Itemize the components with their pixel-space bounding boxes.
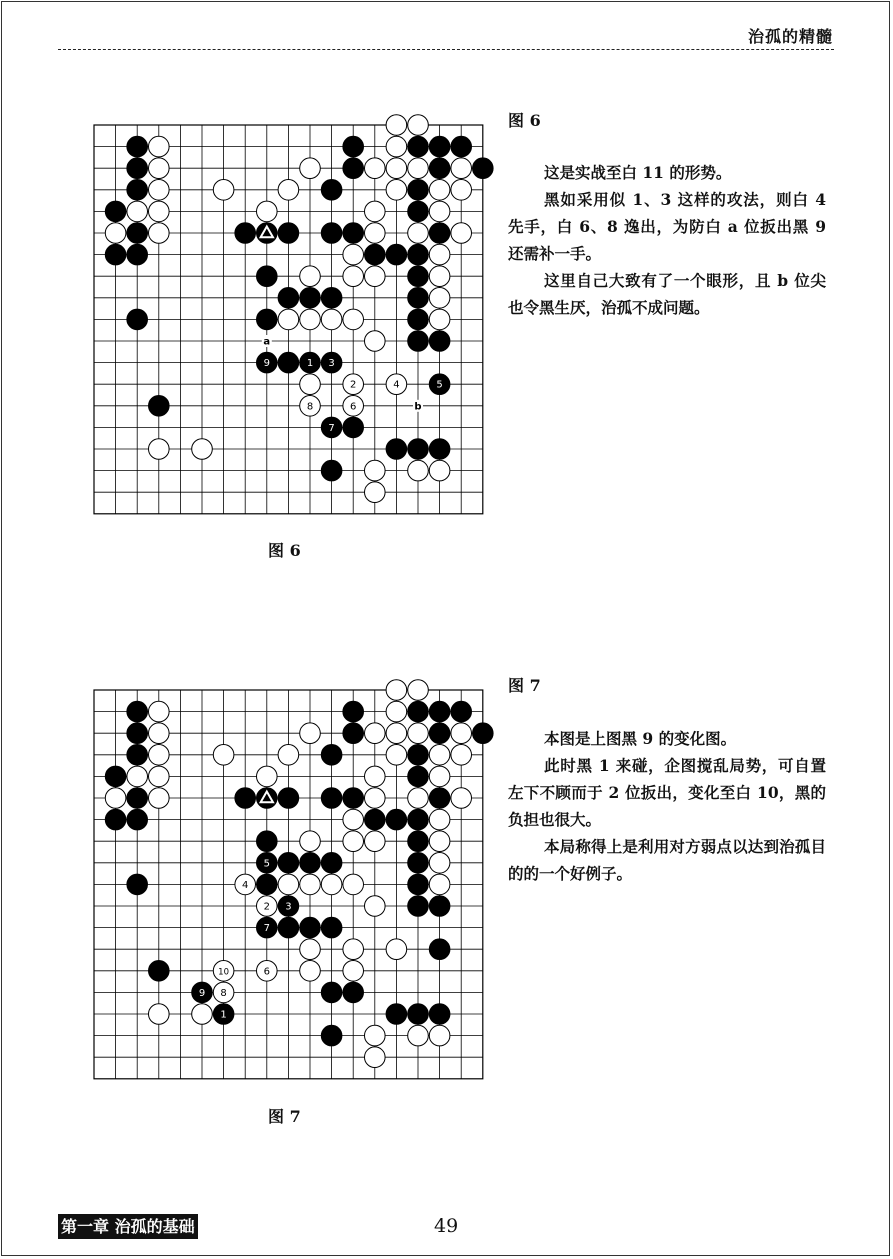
black-stone <box>278 917 299 938</box>
white-stone <box>235 874 256 895</box>
black-stone <box>127 223 148 244</box>
black-stone <box>473 158 494 179</box>
black-stone <box>149 396 170 417</box>
black-stone <box>408 766 429 787</box>
white-stone <box>365 1025 386 1046</box>
move-number: 5 <box>263 858 270 870</box>
go-board-svg <box>93 689 483 1079</box>
white-stone <box>127 766 148 787</box>
white-stone <box>149 201 170 222</box>
white-stone <box>278 309 299 330</box>
header-rule <box>58 49 834 50</box>
figure-6-title: 图 6 <box>508 111 541 130</box>
move-number: 4 <box>393 379 400 391</box>
black-stone <box>321 1025 342 1046</box>
figure-7-paragraph: 本局称得上是利用对方弱点以达到治孤目的的一个好例子。 <box>508 837 826 883</box>
white-stone <box>408 788 429 809</box>
chapter-label: 第一章 治孤的基础 <box>58 1214 198 1239</box>
black-stone <box>429 158 450 179</box>
black-stone <box>343 723 364 744</box>
white-stone <box>127 201 148 222</box>
black-stone <box>105 766 126 787</box>
black-stone <box>429 788 450 809</box>
move-number: 3 <box>328 358 335 370</box>
white-stone <box>343 266 364 287</box>
white-stone <box>278 874 299 895</box>
black-stone <box>127 701 148 722</box>
white-stone <box>278 180 299 201</box>
white-stone <box>343 874 364 895</box>
white-stone <box>192 1004 213 1025</box>
black-stone <box>321 352 342 373</box>
white-stone <box>365 331 386 352</box>
white-stone <box>429 809 450 830</box>
white-stone <box>278 745 299 766</box>
move-number: 1 <box>220 1009 227 1021</box>
black-stone <box>408 896 429 917</box>
white-stone <box>429 1025 450 1046</box>
black-stone <box>408 853 429 874</box>
white-stone <box>343 939 364 960</box>
white-stone <box>300 266 321 287</box>
white-stone <box>149 788 170 809</box>
white-stone <box>386 374 407 395</box>
black-stone <box>105 201 126 222</box>
black-stone <box>278 788 299 809</box>
figure-7-caption: 图 7 <box>268 1107 301 1126</box>
black-stone <box>257 853 278 874</box>
black-stone <box>257 352 278 373</box>
white-stone <box>213 961 234 982</box>
black-stone <box>192 982 213 1003</box>
go-board-figure-7 <box>93 689 483 1079</box>
black-stone <box>451 701 472 722</box>
white-stone <box>343 961 364 982</box>
white-stone <box>300 939 321 960</box>
black-stone <box>127 788 148 809</box>
black-stone <box>408 136 429 157</box>
black-stone <box>257 309 278 330</box>
black-stone <box>343 158 364 179</box>
move-number: 1 <box>306 358 314 370</box>
white-stone <box>386 158 407 179</box>
black-stone <box>321 288 342 309</box>
white-stone <box>408 1025 429 1046</box>
white-stone <box>408 680 429 701</box>
black-stone <box>408 745 429 766</box>
black-stone <box>429 939 450 960</box>
black-stone <box>429 136 450 157</box>
white-stone <box>408 115 429 136</box>
black-stone <box>235 788 256 809</box>
white-stone <box>365 831 386 852</box>
black-stone <box>343 136 364 157</box>
white-stone <box>343 396 364 417</box>
figure-7-text <box>508 725 826 887</box>
black-stone <box>408 309 429 330</box>
black-stone <box>473 723 494 744</box>
black-stone <box>300 352 321 373</box>
white-stone <box>429 853 450 874</box>
white-stone <box>451 788 472 809</box>
white-stone <box>300 158 321 179</box>
black-stone <box>300 917 321 938</box>
white-stone <box>213 982 234 1003</box>
move-number: 9 <box>263 358 270 370</box>
black-stone <box>127 809 148 830</box>
white-stone <box>365 723 386 744</box>
black-stone <box>365 809 386 830</box>
black-stone <box>127 244 148 265</box>
white-stone <box>451 223 472 244</box>
white-stone <box>149 701 170 722</box>
white-stone <box>300 374 321 395</box>
black-stone <box>127 745 148 766</box>
white-stone <box>365 223 386 244</box>
move-number: 7 <box>328 422 335 434</box>
black-stone <box>257 266 278 287</box>
white-stone <box>149 223 170 244</box>
white-stone <box>386 680 407 701</box>
white-stone <box>343 244 364 265</box>
black-stone <box>343 701 364 722</box>
black-stone <box>278 896 299 917</box>
white-stone <box>429 766 450 787</box>
black-stone <box>343 417 364 438</box>
white-stone <box>343 809 364 830</box>
move-number: 2 <box>350 379 357 391</box>
black-stone <box>278 288 299 309</box>
black-stone <box>321 180 342 201</box>
black-stone <box>127 158 148 179</box>
move-number: 4 <box>242 879 249 891</box>
white-stone <box>451 723 472 744</box>
move-number: 7 <box>263 923 270 935</box>
black-stone <box>321 460 342 481</box>
black-stone <box>321 417 342 438</box>
white-stone <box>429 266 450 287</box>
white-stone <box>408 460 429 481</box>
white-stone <box>365 788 386 809</box>
black-stone <box>408 331 429 352</box>
go-board-svg <box>93 124 483 514</box>
black-stone <box>429 439 450 460</box>
white-stone <box>408 223 429 244</box>
move-number: 8 <box>306 401 314 413</box>
black-stone <box>321 223 342 244</box>
point-letter-b: b <box>414 401 422 413</box>
white-stone <box>213 180 234 201</box>
white-stone <box>386 115 407 136</box>
white-stone <box>257 766 278 787</box>
black-stone <box>300 288 321 309</box>
black-stone <box>408 439 429 460</box>
white-stone <box>149 180 170 201</box>
black-stone <box>278 853 299 874</box>
white-stone <box>429 201 450 222</box>
white-stone <box>300 396 321 417</box>
white-stone <box>192 439 213 460</box>
white-stone <box>429 180 450 201</box>
black-stone <box>321 745 342 766</box>
figure-6-paragraph: 这里自己大致有了一个眼形，且 b 位尖也令黑生厌，治孤不成问题。 <box>508 271 826 317</box>
white-stone <box>429 831 450 852</box>
black-stone <box>386 439 407 460</box>
white-stone <box>300 831 321 852</box>
white-stone <box>365 896 386 917</box>
black-stone <box>105 809 126 830</box>
black-stone <box>408 201 429 222</box>
white-stone <box>105 223 126 244</box>
black-stone <box>127 180 148 201</box>
white-stone <box>257 201 278 222</box>
black-stone <box>429 223 450 244</box>
white-stone <box>365 266 386 287</box>
white-stone <box>321 874 342 895</box>
point-letter-a: a <box>263 336 271 348</box>
running-head: 治孤的精髓 <box>747 27 833 46</box>
white-stone <box>149 158 170 179</box>
white-stone <box>365 766 386 787</box>
black-stone <box>408 288 429 309</box>
white-stone <box>149 1004 170 1025</box>
figure-6-text <box>508 159 826 321</box>
black-stone <box>408 180 429 201</box>
black-stone <box>300 853 321 874</box>
white-stone <box>451 180 472 201</box>
white-stone <box>300 874 321 895</box>
white-stone <box>429 244 450 265</box>
black-stone <box>127 309 148 330</box>
white-stone <box>257 961 278 982</box>
white-stone <box>386 701 407 722</box>
white-stone <box>149 723 170 744</box>
figure-6-caption: 图 6 <box>268 541 301 560</box>
black-stone <box>429 896 450 917</box>
white-stone <box>365 482 386 503</box>
black-stone <box>451 136 472 157</box>
black-stone <box>127 723 148 744</box>
black-stone <box>149 961 170 982</box>
black-stone <box>343 982 364 1003</box>
move-number: 2 <box>263 901 270 913</box>
white-stone <box>343 831 364 852</box>
white-stone <box>213 745 234 766</box>
black-stone <box>429 374 450 395</box>
black-stone <box>429 331 450 352</box>
figure-7-paragraph: 此时黑 1 来碰，企图搅乱局势，可自置左下不顾而于 2 位扳出，变化至白 10，黑的负担也很大。 <box>508 756 826 829</box>
white-stone <box>105 788 126 809</box>
black-stone <box>321 982 342 1003</box>
move-number: 3 <box>285 901 292 913</box>
black-stone <box>365 244 386 265</box>
go-board-figure-6 <box>93 124 483 514</box>
white-stone <box>451 158 472 179</box>
black-stone <box>386 1004 407 1025</box>
white-stone <box>149 745 170 766</box>
black-stone <box>429 701 450 722</box>
white-stone <box>149 766 170 787</box>
black-stone <box>257 831 278 852</box>
figure-6-paragraph: 这是实战至白 11 的形势。 <box>544 163 732 182</box>
black-stone <box>213 1004 234 1025</box>
figure-7-paragraph: 本图是上图黑 9 的变化图。 <box>544 729 737 748</box>
black-stone <box>321 788 342 809</box>
black-stone <box>408 874 429 895</box>
white-stone <box>300 961 321 982</box>
white-stone <box>343 309 364 330</box>
figure-7-title: 图 7 <box>508 676 541 695</box>
black-stone <box>408 1004 429 1025</box>
black-stone <box>257 917 278 938</box>
black-stone <box>386 244 407 265</box>
white-stone <box>451 745 472 766</box>
black-stone <box>343 223 364 244</box>
white-stone <box>300 723 321 744</box>
black-stone <box>278 352 299 373</box>
figure-6-paragraph: 黑如采用似 1、3 这样的攻法，则白 4 先手，白 6、8 逸出，为防白 a 位扳出黑 9 还需补一手。 <box>508 190 826 263</box>
white-stone <box>365 460 386 481</box>
black-stone <box>127 874 148 895</box>
black-stone <box>408 244 429 265</box>
white-stone <box>386 745 407 766</box>
white-stone <box>386 939 407 960</box>
black-stone <box>257 788 278 809</box>
white-stone <box>300 309 321 330</box>
black-stone <box>321 853 342 874</box>
black-stone <box>321 917 342 938</box>
white-stone <box>429 745 450 766</box>
white-stone <box>386 180 407 201</box>
black-stone <box>408 701 429 722</box>
black-stone <box>278 223 299 244</box>
white-stone <box>321 309 342 330</box>
black-stone <box>257 874 278 895</box>
move-number: 6 <box>263 966 270 978</box>
black-stone <box>235 223 256 244</box>
white-stone <box>257 896 278 917</box>
white-stone <box>149 136 170 157</box>
white-stone <box>429 460 450 481</box>
move-number: 8 <box>220 987 227 999</box>
black-stone <box>127 136 148 157</box>
black-stone <box>408 831 429 852</box>
black-stone <box>408 809 429 830</box>
black-stone <box>386 809 407 830</box>
black-stone <box>408 266 429 287</box>
white-stone <box>386 723 407 744</box>
move-number: 9 <box>198 987 206 999</box>
white-stone <box>386 136 407 157</box>
move-number: 6 <box>350 401 357 413</box>
white-stone <box>429 874 450 895</box>
white-stone <box>343 374 364 395</box>
move-number: 5 <box>436 379 443 391</box>
white-stone <box>429 309 450 330</box>
black-stone <box>257 223 278 244</box>
white-stone <box>429 288 450 309</box>
white-stone <box>149 439 170 460</box>
black-stone <box>429 723 450 744</box>
black-stone <box>429 1004 450 1025</box>
white-stone <box>365 158 386 179</box>
move-number: 10 <box>218 967 230 978</box>
page-number: 49 <box>434 1215 459 1237</box>
white-stone <box>365 201 386 222</box>
black-stone <box>105 244 126 265</box>
white-stone <box>408 723 429 744</box>
black-stone <box>343 788 364 809</box>
white-stone <box>408 158 429 179</box>
white-stone <box>365 1047 386 1068</box>
